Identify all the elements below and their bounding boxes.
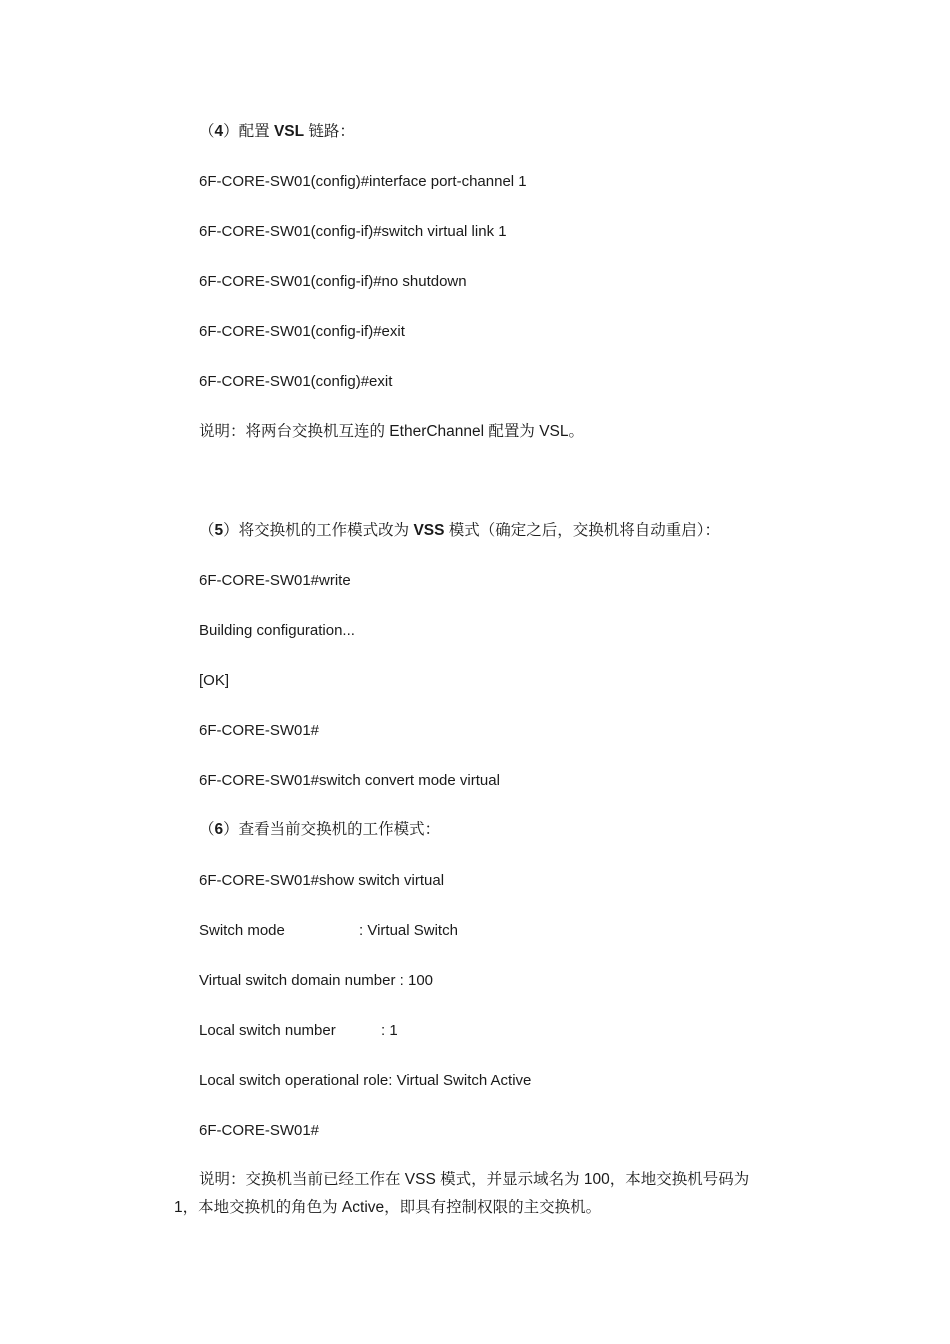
command-line: 6F-CORE-SW01(config)#interface port-channel 1 xyxy=(199,173,527,190)
heading-text-suffix: 模式（确定之后，交换机将自动重启）： xyxy=(444,522,721,539)
heading-bold-term: VSL xyxy=(273,123,305,140)
section-6-heading xyxy=(199,820,440,840)
section-6-note-line-1: 说明：交换机当前已经工作在 VSS 模式，并显示域名为 100，本地交换机号码为 xyxy=(199,1171,750,1188)
output-line: [OK] xyxy=(199,672,230,689)
heading-text: ）将交换机的工作模式改为 xyxy=(223,522,414,539)
heading-text: ）查看当前交换机的工作模式： xyxy=(223,821,441,838)
heading-bold-term: VSS xyxy=(413,522,445,539)
section-4-note: 说明：将两台交换机互连的 EtherChannel 配置为 VSL。 xyxy=(199,423,585,440)
switch-mode-value: : Virtual Switch xyxy=(359,922,458,939)
output-line-domain: Virtual switch domain number : 100 xyxy=(199,972,434,989)
command-line: 6F-CORE-SW01(config-if)#switch virtual link 1 xyxy=(199,223,507,240)
heading-paren: （ xyxy=(199,123,215,140)
local-switch-number-label: Local switch number xyxy=(199,1022,336,1039)
command-line: 6F-CORE-SW01(config)#exit xyxy=(199,373,393,390)
heading-text: ）配置 xyxy=(223,123,274,140)
command-line: 6F-CORE-SW01(config-if)#no shutdown xyxy=(199,273,467,290)
command-line: 6F-CORE-SW01#write xyxy=(199,572,351,589)
output-line-switch-mode xyxy=(199,921,458,941)
switch-mode-label: Switch mode xyxy=(199,922,285,939)
heading-paren: （ xyxy=(199,522,215,539)
output-line-role: Local switch operational role: Virtual Switch Active xyxy=(199,1072,532,1089)
local-switch-number-value: : 1 xyxy=(381,1022,398,1039)
command-line: 6F-CORE-SW01#show switch virtual xyxy=(199,872,445,889)
command-line: 6F-CORE-SW01(config-if)#exit xyxy=(199,323,405,340)
heading-text-suffix: 链路： xyxy=(304,123,355,140)
command-line: 6F-CORE-SW01#switch convert mode virtual xyxy=(199,772,500,789)
section-4-heading xyxy=(199,122,355,142)
heading-number: 4 xyxy=(214,123,224,140)
output-line: Building configuration... xyxy=(199,622,355,639)
heading-paren: （ xyxy=(199,821,215,838)
section-6-note-line-2: 1，本地交换机的角色为 Active，即具有控制权限的主交换机。 xyxy=(174,1199,602,1216)
output-line-local-number xyxy=(199,1021,398,1041)
command-line: 6F-CORE-SW01# xyxy=(199,722,320,739)
heading-number: 5 xyxy=(214,522,224,539)
heading-number: 6 xyxy=(214,821,224,838)
section-5-heading xyxy=(199,521,720,541)
command-line: 6F-CORE-SW01# xyxy=(199,1122,320,1139)
